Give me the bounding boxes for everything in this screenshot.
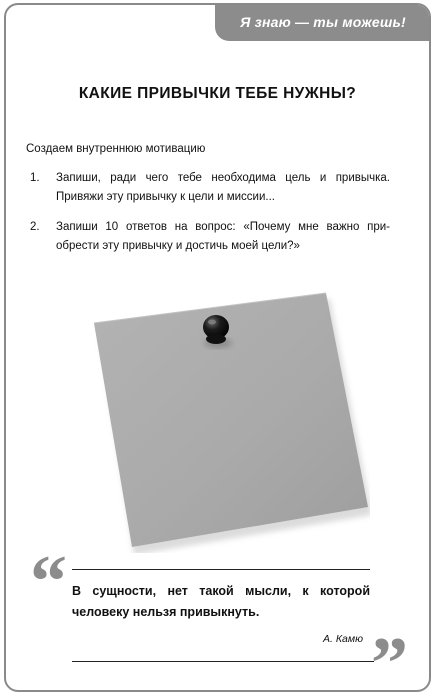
card-frame [4,3,431,692]
sticky-note-image [90,283,370,553]
quote-author: А. Камю [323,633,363,645]
quote-divider-bottom [72,661,374,662]
quote-close-icon: ” [371,623,408,692]
list-item [30,169,390,207]
header-tab [215,3,431,41]
sticky-note-illustration [90,283,370,553]
page-title: КАКИЕ ПРИВЫЧКИ ТЕБЕ НУЖНЫ? [78,85,357,102]
steps-list [30,169,390,267]
section-heading: Создаем внутреннюю мотивацию [26,143,206,155]
sticky-note-paper [94,293,368,547]
step-text: Запиши 10 ответов на вопрос: «Почему мне важно приобрести эту привычку и достичь моей цели?» [56,221,390,252]
step-number: 1. [30,172,40,184]
quote-divider-top [72,569,370,570]
quote-open-icon: “ [30,541,67,623]
list-item [30,218,390,256]
header-tab-label: Я знаю — ты можешь! [240,14,406,30]
step-number: 2. [30,221,40,233]
quote-text: В сущности, нет такой мысли, к которой человеку нельзя привыкнуть. [72,584,370,619]
step-text: Запиши, ради чего тебе необходима цель и привычка. Привяжи эту привычку к цели и миссии... [56,172,390,203]
